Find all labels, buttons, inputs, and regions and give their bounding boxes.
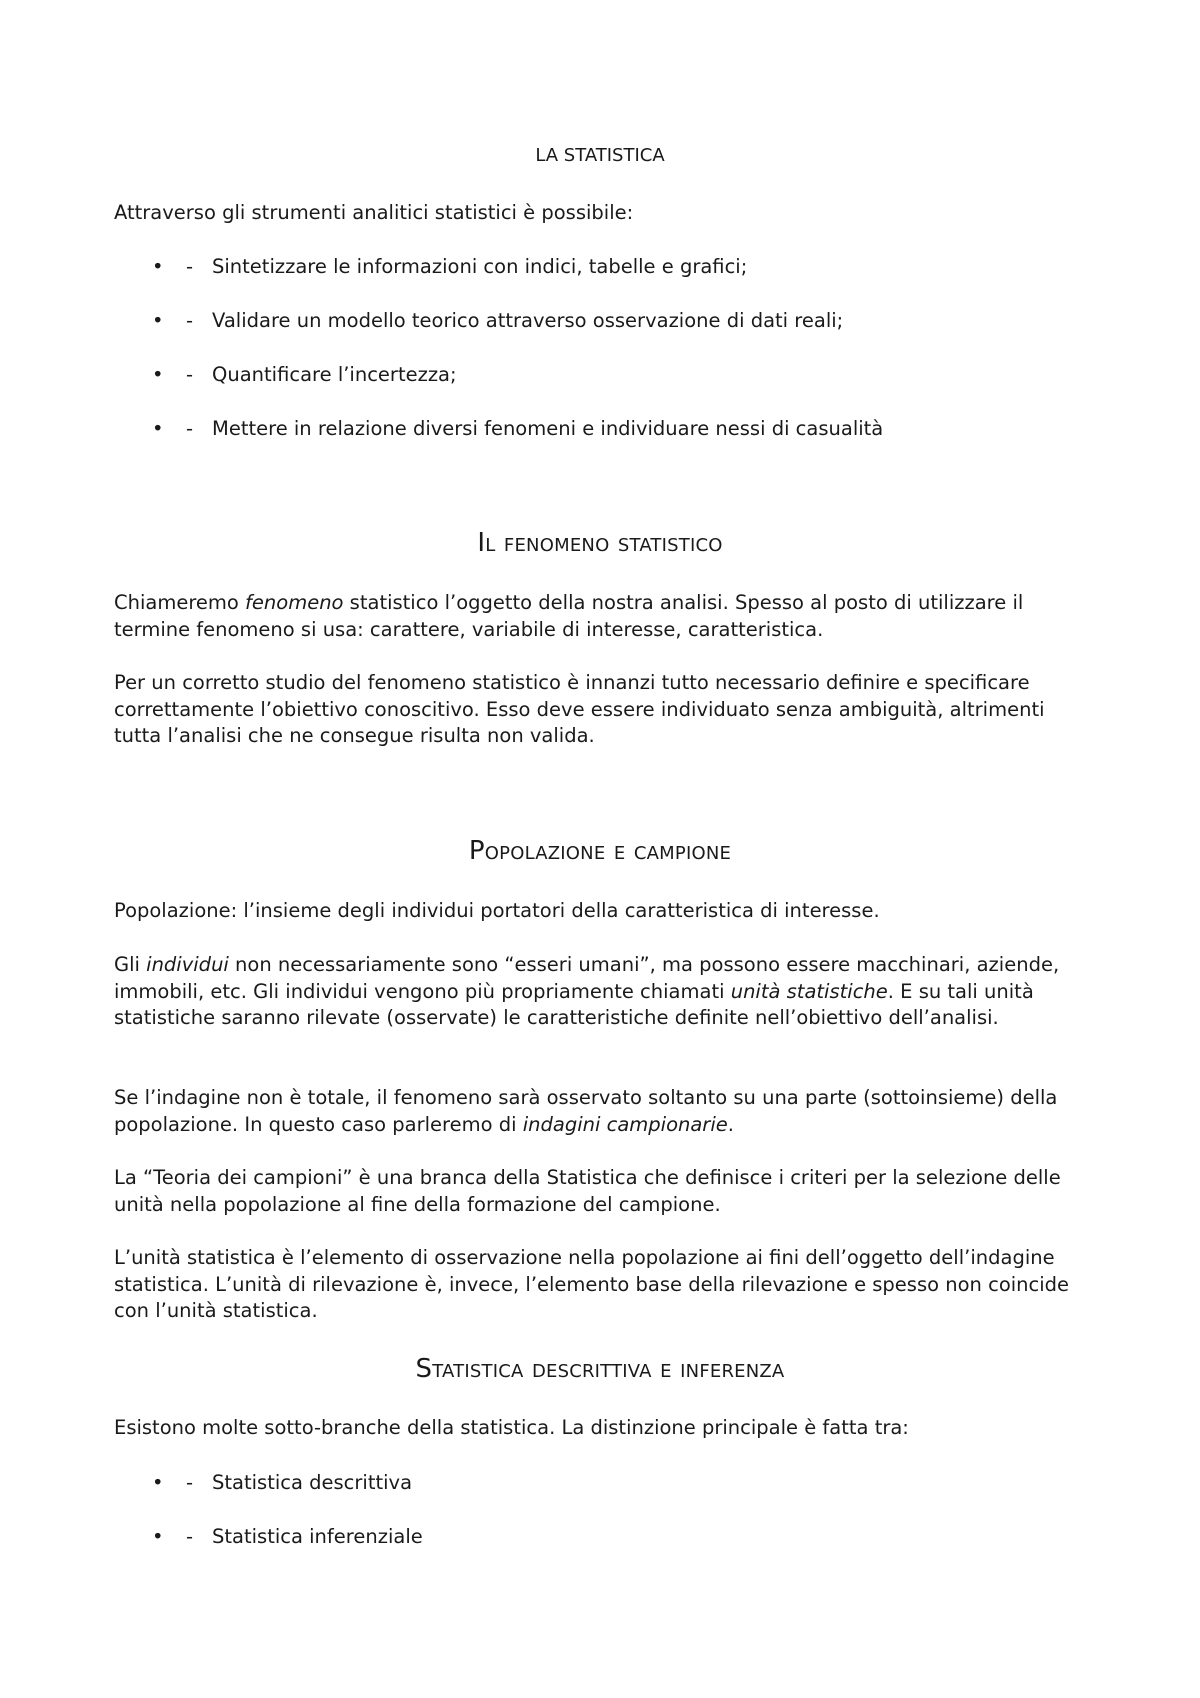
list-item	[114, 416, 1094, 470]
fenomeno-paragraph-1	[114, 590, 1074, 643]
section-heading-popolazione: Popolazione e campione	[468, 836, 732, 866]
list-item-text: Statistica inferenziale	[212, 1525, 423, 1548]
list-item	[114, 1524, 1094, 1578]
emphasis-text: individui	[146, 953, 229, 976]
fenomeno-paragraph-2: Per un corretto studio del fenomeno statistico è innanzi tutto necessario definire e specificare correttamente l’obiettivo conoscitivo. Esso deve essere individuato senza ambiguità, altrimenti tutta l’analisi che ne consegue risulta non valida.	[114, 671, 1045, 747]
list-item	[114, 254, 1094, 308]
bullet-icon: •	[152, 1471, 164, 1494]
bullet-icon: •	[152, 255, 164, 278]
emphasis-text: unità statistiche	[730, 979, 888, 1003]
bullet-icon: •	[152, 417, 164, 440]
dash-icon: -	[186, 309, 194, 332]
popolazione-paragraph-3	[114, 1085, 1074, 1138]
text-run: .	[727, 1112, 734, 1136]
popolazione-paragraph-2	[114, 952, 1074, 1032]
popolazione-paragraph-4: La “Teoria dei campioni” è una branca della Statistica che definisce i criteri per la selezione delle unità nella popolazione al fine della formazione del campione.	[114, 1166, 1061, 1216]
text-run: . E su tali unità statistiche saranno rilevate (osservate) le caratteristiche definite nell’obiettivo dell’analisi.	[114, 979, 1034, 1029]
dash-icon: -	[186, 1525, 194, 1548]
bullet-icon: •	[152, 363, 164, 386]
dash-icon: -	[186, 363, 194, 386]
dash-icon: -	[186, 417, 194, 440]
popolazione-paragraph-1: Popolazione: l’insieme degli individui portatori della caratteristica di interesse.	[114, 899, 880, 922]
statistica-paragraph-1: Esistono molte sotto-branche della statistica. La distinzione principale è fatta tra:	[114, 1416, 909, 1439]
text-run: Chiameremo	[114, 591, 246, 614]
intro-bullet-list	[114, 254, 1094, 470]
section-heading-fenomeno: Il fenomeno statistico	[477, 528, 723, 558]
document-title: LA STATISTICA	[535, 145, 665, 166]
bullet-icon: •	[152, 1525, 164, 1548]
statistica-bullet-list	[114, 1470, 1094, 1578]
emphasis-text: indagini campionarie	[522, 1112, 728, 1136]
text-run: non necessariamente sono “esseri umani”, ma possono essere macchinari, aziende, immobili, etc. Gli individui vengono più propriamente chiamati	[114, 953, 1060, 1003]
emphasis-text: fenomeno	[245, 591, 344, 614]
list-item-text: Mettere in relazione diversi fenomeni e individuare nessi di casualità	[212, 417, 884, 440]
intro-paragraph: Attraverso gli strumenti analitici statistici è possibile:	[114, 201, 634, 224]
dash-icon: -	[186, 1471, 194, 1494]
dash-icon: -	[186, 255, 194, 278]
list-item	[114, 308, 1094, 362]
text-run: statistico l’oggetto della nostra analisi. Spesso al posto di utilizzare il termine fenomeno si usa: carattere, variabile di interesse, caratteristica.	[114, 591, 1024, 641]
list-item-text: Statistica descrittiva	[212, 1471, 413, 1494]
list-item	[114, 362, 1094, 416]
text-run: Gli	[114, 953, 147, 976]
popolazione-paragraph-5: L’unità statistica è l’elemento di osservazione nella popolazione ai fini dell’oggetto dell’indagine statistica. L’unità di rilevazione è, invece, l’elemento base della rilevazione e spesso non coincide con l’unità statistica.	[114, 1246, 1070, 1322]
list-item	[114, 1470, 1094, 1524]
text-run: Se l’indagine non è totale, il fenomeno sarà osservato soltanto su una parte (sottoinsieme) della popolazione. In questo caso parleremo di	[114, 1086, 1058, 1136]
list-item-text: Validare un modello teorico attraverso osservazione di dati reali;	[212, 309, 844, 332]
section-heading-statistica-descrittiva: Statistica descrittiva e inferenza	[415, 1354, 785, 1384]
list-item-text: Quantificare l’incertezza;	[212, 363, 457, 386]
list-item-text: Sintetizzare le informazioni con indici, tabelle e grafici;	[212, 255, 748, 278]
bullet-icon: •	[152, 309, 164, 332]
